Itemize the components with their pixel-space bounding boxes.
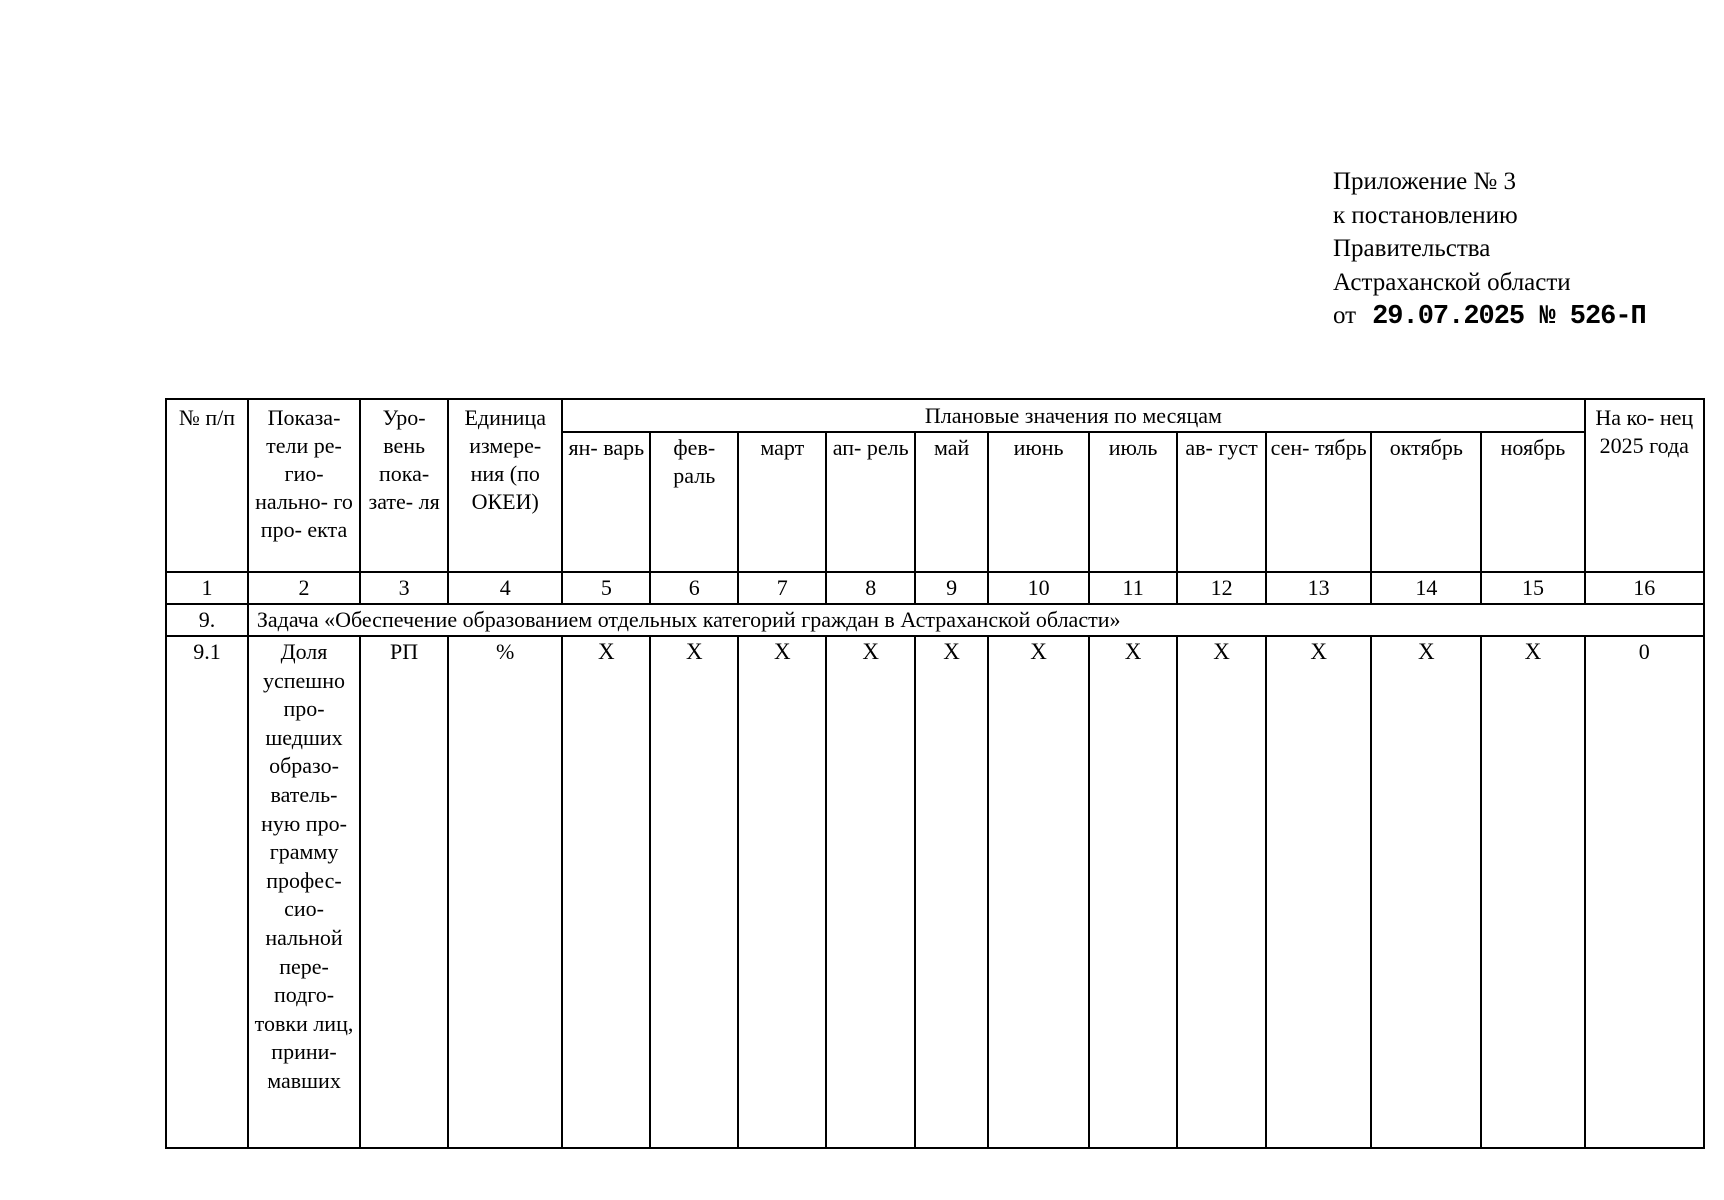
monthly-value: X bbox=[650, 636, 738, 1148]
monthly-value: X bbox=[915, 636, 988, 1148]
monthly-value: X bbox=[826, 636, 915, 1148]
column-number: 11 bbox=[1089, 572, 1177, 604]
annex-date-prefix: от bbox=[1333, 302, 1357, 329]
column-number: 10 bbox=[988, 572, 1089, 604]
annex-header bbox=[1333, 165, 1646, 335]
annex-subtitle-government: Правительства bbox=[1333, 235, 1491, 262]
monthly-value: X bbox=[1089, 636, 1177, 1148]
column-number: 15 bbox=[1481, 572, 1584, 604]
column-number: 1 bbox=[166, 572, 248, 604]
header-num: № п/п bbox=[166, 399, 248, 572]
indicator-name: Доля успешно про- шедших образо- ватель- ную про- грамму профес- сио- нальной пере- подго- товки лиц, прини- мавших bbox=[248, 636, 360, 1148]
annex-date-line bbox=[1333, 299, 1646, 335]
column-number: 7 bbox=[738, 572, 826, 604]
column-number: 2 bbox=[248, 572, 360, 604]
column-number-row bbox=[166, 572, 1704, 604]
indicator-unit: % bbox=[448, 636, 562, 1148]
monthly-value: X bbox=[988, 636, 1089, 1148]
header-end-of-year: На ко- нец 2025 года bbox=[1585, 399, 1704, 572]
annex-subtitle-decree: к постановлению bbox=[1333, 201, 1518, 229]
header-month: май bbox=[915, 432, 988, 572]
column-number: 8 bbox=[826, 572, 915, 604]
header-month: ян- варь bbox=[562, 432, 650, 572]
monthly-value: X bbox=[1481, 636, 1584, 1148]
header-plan-group: Плановые значения по месяцам bbox=[562, 399, 1584, 432]
header-month: июнь bbox=[988, 432, 1089, 572]
header-month: ап- рель bbox=[826, 432, 915, 572]
end-of-year-value: 0 bbox=[1585, 636, 1704, 1148]
header-month: фев- раль bbox=[650, 432, 738, 572]
column-number: 13 bbox=[1266, 572, 1371, 604]
monthly-value: X bbox=[562, 636, 650, 1148]
column-number: 4 bbox=[448, 572, 562, 604]
monthly-value: X bbox=[1177, 636, 1266, 1148]
annex-title: Приложение № 3 bbox=[1333, 168, 1517, 195]
header-month: сен- тябрь bbox=[1266, 432, 1371, 572]
header-month: июль bbox=[1089, 432, 1177, 572]
task-title: Задача «Обеспечение образованием отдельных категорий граждан в Астраханской области» bbox=[248, 604, 1704, 636]
task-number: 9. bbox=[166, 604, 248, 636]
indicator-level: РП bbox=[360, 636, 448, 1148]
header-unit: Единица измере- ния (по ОКЕИ) bbox=[448, 399, 562, 572]
monthly-value: X bbox=[1371, 636, 1481, 1148]
column-number: 14 bbox=[1371, 572, 1481, 604]
annex-date-number: 29.07.2025 № 526-П bbox=[1372, 302, 1646, 332]
column-number: 6 bbox=[650, 572, 738, 604]
table-row bbox=[166, 636, 1704, 1148]
task-row bbox=[166, 604, 1704, 636]
column-number: 3 bbox=[360, 572, 448, 604]
annex-subtitle-region: Астраханской области bbox=[1333, 268, 1571, 296]
header-month: октябрь bbox=[1371, 432, 1481, 572]
header-month: ноябрь bbox=[1481, 432, 1584, 572]
column-number: 9 bbox=[915, 572, 988, 604]
column-number: 12 bbox=[1177, 572, 1266, 604]
row-number: 9.1 bbox=[166, 636, 248, 1148]
header-level: Уро- вень пока- зате- ля bbox=[360, 399, 448, 572]
column-number: 16 bbox=[1585, 572, 1704, 604]
header-month: март bbox=[738, 432, 826, 572]
column-number: 5 bbox=[562, 572, 650, 604]
monthly-value: X bbox=[738, 636, 826, 1148]
header-month: ав- густ bbox=[1177, 432, 1266, 572]
header-indicator: Показа- тели ре- гио- нально- го про- екта bbox=[248, 399, 360, 572]
header-row-group bbox=[166, 399, 1704, 432]
monthly-value: X bbox=[1266, 636, 1371, 1148]
plan-table bbox=[165, 398, 1705, 1149]
